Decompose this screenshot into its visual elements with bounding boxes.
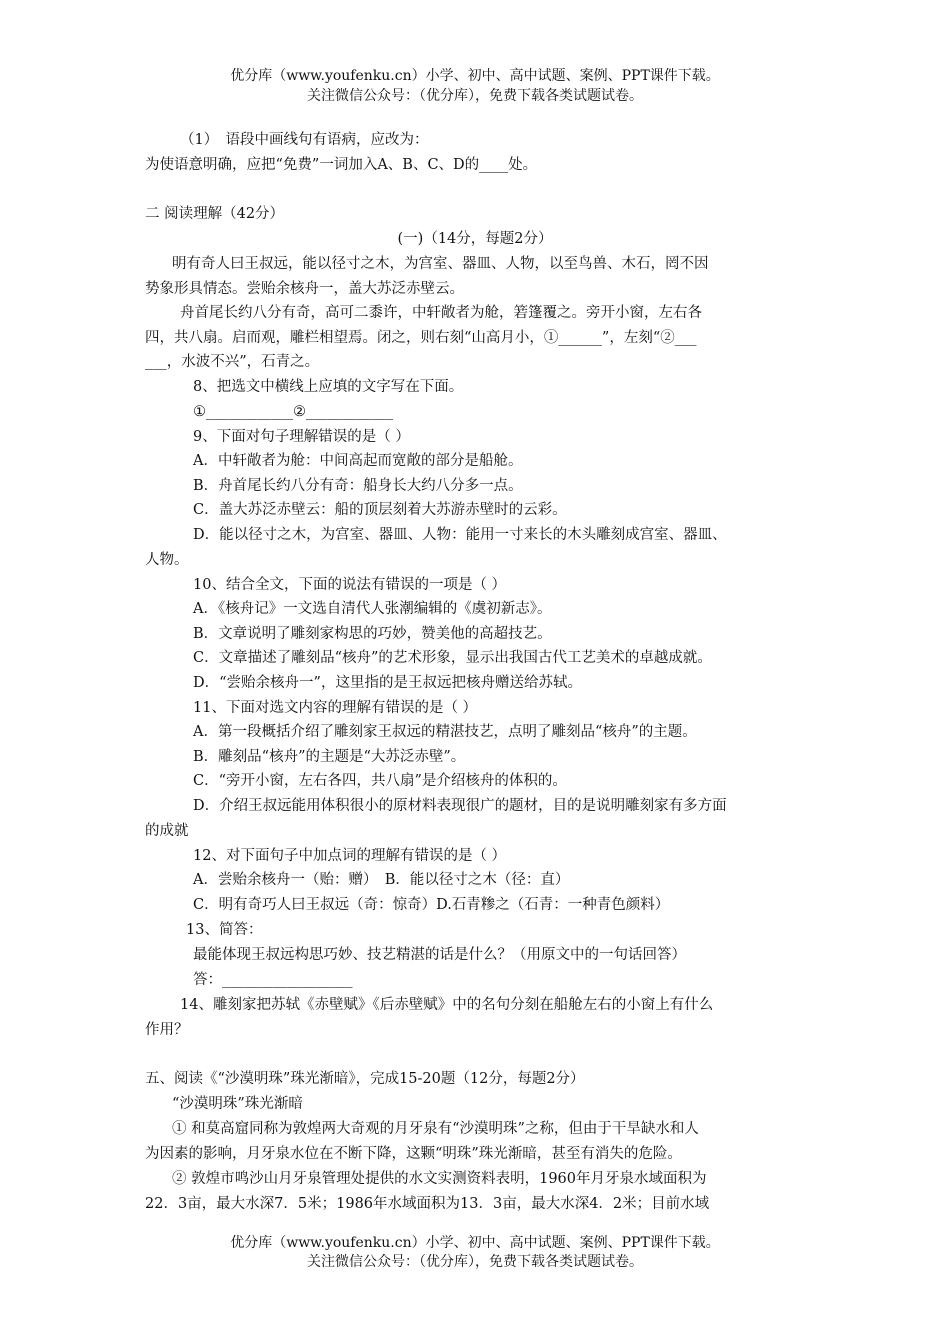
header-line-1: 优分库（www.youfenku.cn）小学、初中、高中试题、案例、PPT课件下载。	[230, 68, 720, 84]
option-continued: 人物。	[145, 552, 189, 568]
question-12: 12、对下面句子中加点词的理解有错误的是（ ）	[193, 848, 507, 864]
footer-line-1: 优分库（www.youfenku.cn）小学、初中、高中试题、案例、PPT课件下载。	[230, 1235, 720, 1251]
text-line: （1） 语段中画线句有语病，应改为：	[180, 132, 429, 148]
question-11: 11、下面对选文内容的理解有错误的是（ ）	[193, 700, 478, 716]
passage-line: 四，共八扇。启而观，雕栏相望焉。闭之，则右刻“山高月小，①______”，左刻“②___	[145, 330, 697, 346]
article-line: 22．3亩，最大水深7．5米；1986年水域面积为13．3亩，最大水深4．2米；目前水域	[145, 1196, 710, 1212]
section-heading: 二 阅读理解（42分）	[145, 206, 285, 222]
question-9: 9、下面对句子理解错误的是（ ）	[193, 429, 410, 445]
question-14: 14、雕刻家把苏轼《赤壁赋》《后赤壁赋》中的名句分刻在船舱左右的小窗上有什么	[180, 997, 714, 1013]
passage-line: 势象形具情态。尝贻余核舟一，盖大苏泛赤壁云。	[145, 281, 464, 297]
question-14-continued: 作用？	[145, 1022, 189, 1038]
option: A．中轩敞者为舱：中间高起而宽敞的部分是船舱。	[193, 453, 523, 469]
text-line: 为使语意明确，应把“免费”一词加入A、B、C、D的____处。	[145, 157, 538, 173]
section-heading: 五、阅读《“沙漠明珠”珠光渐暗》，完成15-20题（12分，每题2分）	[145, 1071, 585, 1087]
article-title: “沙漠明珠”珠光渐暗	[172, 1096, 303, 1112]
option: D．能以径寸之木，为宫室、器皿、人物：能用一寸来长的木头雕刻成宫室、器皿、	[193, 527, 727, 543]
option: C．盖大苏泛赤壁云：船的顶层刻着大苏游赤壁时的云彩。	[193, 502, 567, 518]
option: B．文章说明了雕刻家构思的巧妙，赞美他的高超技艺。	[193, 626, 552, 642]
option: D．介绍王叔远能用体积很小的原材料表现很广的题材，目的是说明雕刻家有多方面	[193, 798, 727, 814]
passage-line: 舟首尾长约八分有奇，高可二黍许，中轩敞者为舱，箬篷覆之。旁开小窗，左右各	[180, 305, 702, 321]
option-row: A．尝贻余核舟一（贻：赠） B．能以径寸之木（径：直）	[193, 872, 570, 888]
option: D．“尝贻余核舟一”，这里指的是王叔远把核舟赠送给苏轼。	[193, 675, 582, 691]
option: B．舟首尾长约八分有奇：船身长大约八分多一点。	[193, 478, 523, 494]
answer-blanks: ①____________②____________	[193, 404, 393, 420]
option-continued: 的成就	[145, 823, 189, 839]
option-row: C．明有奇巧人曰王叔远（奇：惊奇）D.石青糁之（石青：一种青色颜料）	[193, 897, 670, 913]
passage-line: 明有奇人曰王叔远，能以径寸之木，为宫室、器皿、人物，以至鸟兽、木石，罔不因	[172, 256, 709, 272]
answer-line: 答：__________________	[193, 972, 353, 988]
question-8: 8、把选文中横线上应填的文字写在下面。	[193, 379, 464, 395]
article-line: 为因素的影响，月牙泉水位在不断下降，这颗“明珠”珠光渐暗，甚至有消失的危险。	[145, 1146, 682, 1162]
question-10: 10、结合全文，下面的说法有错误的一项是（ ）	[193, 577, 507, 593]
question-13: 13、简答：	[186, 922, 263, 938]
option: C．“旁开小窗，左右各四，共八扇”是介绍核舟的体积的。	[193, 773, 567, 789]
footer-line-2: 关注微信公众号：（优分库），免费下载各类试题试卷。	[307, 1254, 643, 1270]
option: B．雕刻品“核舟”的主题是“大苏泛赤壁”。	[193, 749, 466, 765]
option: A．第一段概括介绍了雕刻家王叔远的精湛技艺，点明了雕刻品“核舟”的主题。	[193, 724, 697, 740]
passage-line: ___，水波不兴”，石青之。	[145, 354, 320, 370]
option: A．《核舟记》一文选自清代人张潮编辑的《虞初新志》。	[193, 601, 552, 617]
header-line-2: 关注微信公众号：（优分库），免费下载各类试题试卷。	[307, 88, 643, 104]
article-line: ① 和莫高窟同称为敦煌两大奇观的月牙泉有“沙漠明珠”之称，但由于干旱缺水和人	[172, 1121, 699, 1137]
subsection-heading: (一)（14分，每题2分）	[397, 231, 553, 247]
option: C．文章描述了雕刻品“核舟”的艺术形象，显示出我国古代工艺美术的卓越成就。	[193, 650, 712, 666]
article-line: ② 敦煌市鸣沙山月牙泉管理处提供的水文实测资料表明，1960年月牙泉水域面积为	[172, 1171, 707, 1187]
question-13-prompt: 最能体现王叔远构思巧妙、技艺精湛的话是什么？（用原文中的一句话回答）	[193, 947, 686, 963]
